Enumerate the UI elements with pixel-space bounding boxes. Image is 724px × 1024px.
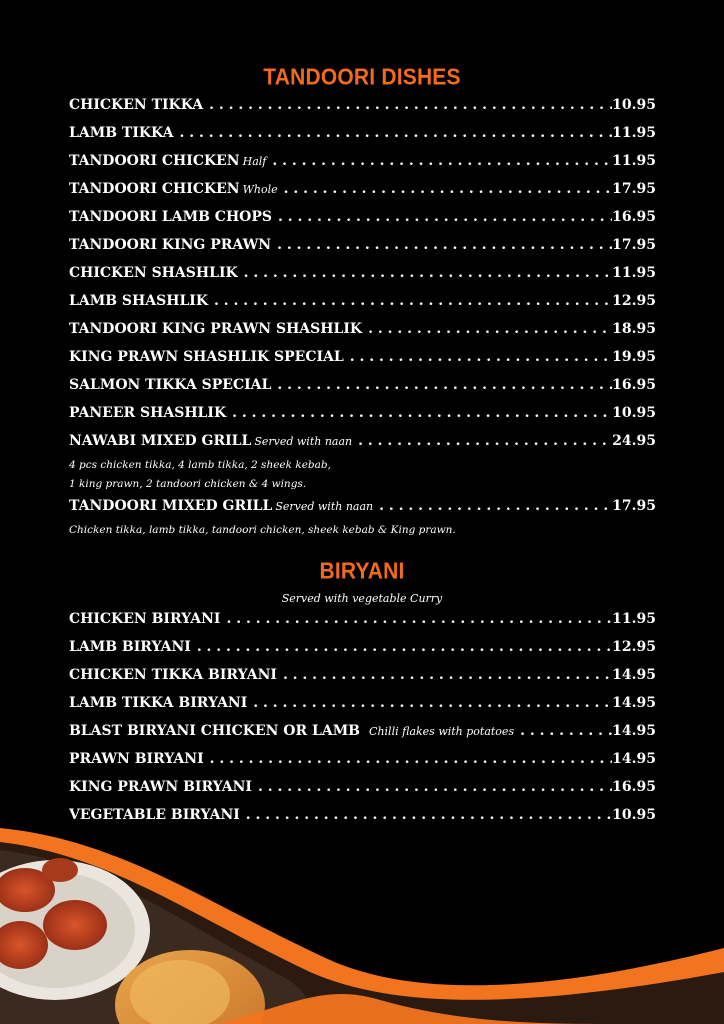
menu-item	[69, 695, 656, 717]
menu-item	[69, 349, 656, 371]
dot-leader	[246, 807, 612, 823]
menu-item	[69, 433, 656, 455]
dot-leader	[358, 433, 612, 449]
item-name: NAWABI MIXED GRILL	[69, 433, 252, 449]
menu-item	[69, 125, 656, 147]
item-note: Served with naan	[275, 500, 374, 513]
dot-leader	[180, 125, 613, 141]
item-name: KING PRAWN BIRYANI	[69, 779, 252, 795]
item-name: LAMB BIRYANI	[69, 639, 191, 655]
item-name: TANDOORI CHICKEN	[69, 181, 240, 197]
item-name: SALMON TIKKA SPECIAL	[69, 377, 272, 393]
item-name: LAMB TIKKA	[69, 125, 174, 141]
menu-item	[69, 498, 656, 520]
item-name: CHICKEN TIKKA	[69, 97, 204, 113]
item-price: 17.95	[612, 498, 656, 514]
item-name: TANDOORI KING PRAWN SHASHLIK	[69, 321, 363, 337]
dot-leader	[232, 405, 612, 421]
tandoori-section-title: TANDOORI DISHES	[263, 65, 461, 90]
item-name: TANDOORI KING PRAWN	[69, 237, 272, 253]
dot-leader	[283, 667, 612, 683]
item-note: Served with naan	[254, 435, 353, 448]
menu-item	[69, 97, 656, 119]
menu-item	[69, 751, 656, 773]
menu-item	[69, 293, 656, 315]
item-name: CHICKEN SHASHLIK	[69, 265, 238, 281]
item-price: 11.95	[612, 611, 656, 627]
item-name: LAMB SHASHLIK	[69, 293, 209, 309]
item-name: CHICKEN TIKKA BIRYANI	[69, 667, 277, 683]
menu-item	[69, 265, 656, 287]
dot-leader	[278, 209, 612, 225]
menu-item	[69, 153, 656, 175]
menu-item	[69, 405, 656, 427]
item-name: TANDOORI LAMB CHOPS	[69, 209, 273, 225]
dot-leader	[368, 321, 612, 337]
menu-item	[69, 237, 656, 259]
item-price: 11.95	[612, 265, 656, 281]
dot-leader	[214, 293, 612, 309]
biryani-subtitle: Served with vegetable Curry	[281, 592, 443, 605]
item-price: 10.95	[612, 405, 656, 421]
item-price: 17.95	[612, 181, 656, 197]
item-price: 16.95	[612, 377, 656, 393]
item-price: 18.95	[612, 321, 656, 337]
menu-item	[69, 611, 656, 633]
item-price: 14.95	[612, 695, 656, 711]
item-name: PANEER SHASHLIK	[69, 405, 227, 421]
item-price: 16.95	[612, 209, 656, 225]
dot-leader	[272, 153, 612, 169]
item-note: Whole	[242, 183, 278, 196]
dot-leader	[226, 611, 612, 627]
item-price: 11.95	[612, 153, 656, 169]
menu-item	[69, 181, 656, 203]
menu-item	[69, 377, 656, 399]
item-price: 19.95	[612, 349, 656, 365]
item-price: 12.95	[612, 639, 656, 655]
item-price: 14.95	[612, 723, 656, 739]
dot-leader	[244, 265, 612, 281]
item-price: 12.95	[612, 293, 656, 309]
dot-leader	[379, 498, 612, 514]
menu-item	[69, 209, 656, 231]
item-price: 10.95	[612, 97, 656, 113]
item-price: 14.95	[612, 667, 656, 683]
menu-item	[69, 723, 656, 745]
dot-leader	[258, 779, 612, 795]
biryani-section-title: BIRYANI	[319, 559, 405, 584]
item-description: Chicken tikka, lamb tikka, tandoori chicken, sheek kebab & King prawn.	[69, 524, 456, 536]
dot-leader	[209, 97, 612, 113]
item-price: 11.95	[612, 125, 656, 141]
item-price: 24.95	[612, 433, 656, 449]
dot-leader	[284, 181, 613, 197]
dot-leader	[277, 237, 612, 253]
item-name: LAMB TIKKA BIRYANI	[69, 695, 248, 711]
item-name: TANDOORI MIXED GRILL	[69, 498, 273, 514]
item-price: 17.95	[612, 237, 656, 253]
dot-leader	[350, 349, 612, 365]
item-name: TANDOORI CHICKEN	[69, 153, 240, 169]
item-name: CHICKEN BIRYANI	[69, 611, 221, 627]
item-price: 16.95	[612, 779, 656, 795]
item-name: BLAST BIRYANI CHICKEN OR LAMB	[69, 723, 361, 739]
item-name: PRAWN BIRYANI	[69, 751, 204, 767]
item-price: 14.95	[612, 751, 656, 767]
dot-leader	[277, 377, 612, 393]
item-description: 4 pcs chicken tikka, 4 lamb tikka, 2 sheek kebab,	[69, 459, 331, 471]
menu-item	[69, 321, 656, 343]
dot-leader	[210, 751, 613, 767]
item-name: KING PRAWN SHASHLIK SPECIAL	[69, 349, 344, 365]
menu-item	[69, 639, 656, 661]
item-note: Chilli flakes with potatoes	[369, 725, 515, 738]
item-description: 1 king prawn, 2 tandoori chicken & 4 wings.	[69, 478, 307, 490]
dot-leader	[197, 639, 612, 655]
item-price: 10.95	[612, 807, 656, 823]
menu-item	[69, 807, 656, 829]
dot-leader	[253, 695, 612, 711]
menu-item	[69, 779, 656, 801]
dot-leader	[520, 723, 612, 739]
item-note: Half	[242, 155, 267, 168]
item-name: VEGETABLE BIRYANI	[69, 807, 240, 823]
menu-item	[69, 667, 656, 689]
